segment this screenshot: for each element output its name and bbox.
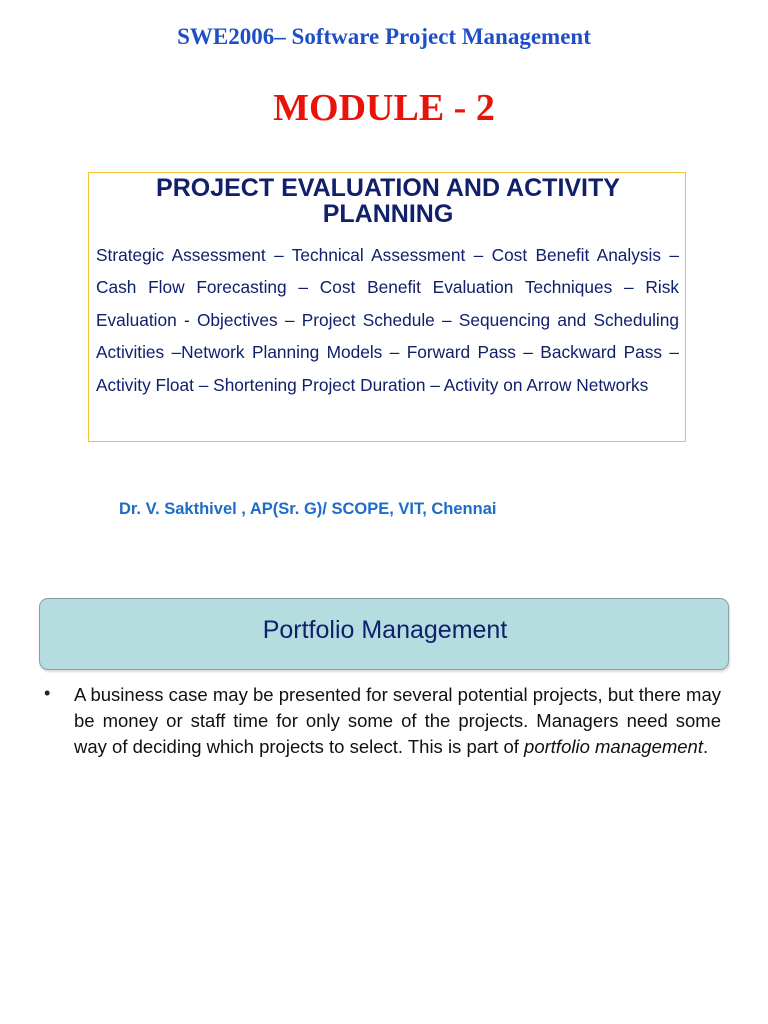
section-banner [39,598,729,670]
bullet-text-emphasis: portfolio management [524,736,703,757]
syllabus-box [88,172,686,442]
author-line: Dr. V. Sakthivel , AP(Sr. G)/ SCOPE, VIT, Chennai [119,500,497,518]
bullet-text [74,682,721,760]
bullet-marker: • [44,683,51,703]
course-title: SWE2006– Software Project Management [177,24,591,49]
syllabus-body: Strategic Assessment – Technical Assessment – Cost Benefit Analysis –Cash Flow Forecasting – Cost Benefit Evaluation Techniques – Risk Evaluation - Objectives – Project Schedule – Sequencing and Scheduling Activities –Network Planning Models – Forward Pass – Backward Pass – Activity Float – Shortening Project Duration – Activity on Arrow Networks [96,245,679,395]
bullet-text-end: . [703,736,709,757]
bullet-text-lead: A business case may be presented for several potential projects, but there may be money or staff time for only some of the projects. Managers need some way of deciding which projects to select. This is part of [74,684,721,757]
section-title: Portfolio Management [262,616,508,644]
syllabus-heading: PROJECT EVALUATION AND ACTIVITY PLANNING [156,174,620,228]
module-title: MODULE - 2 [273,87,495,129]
